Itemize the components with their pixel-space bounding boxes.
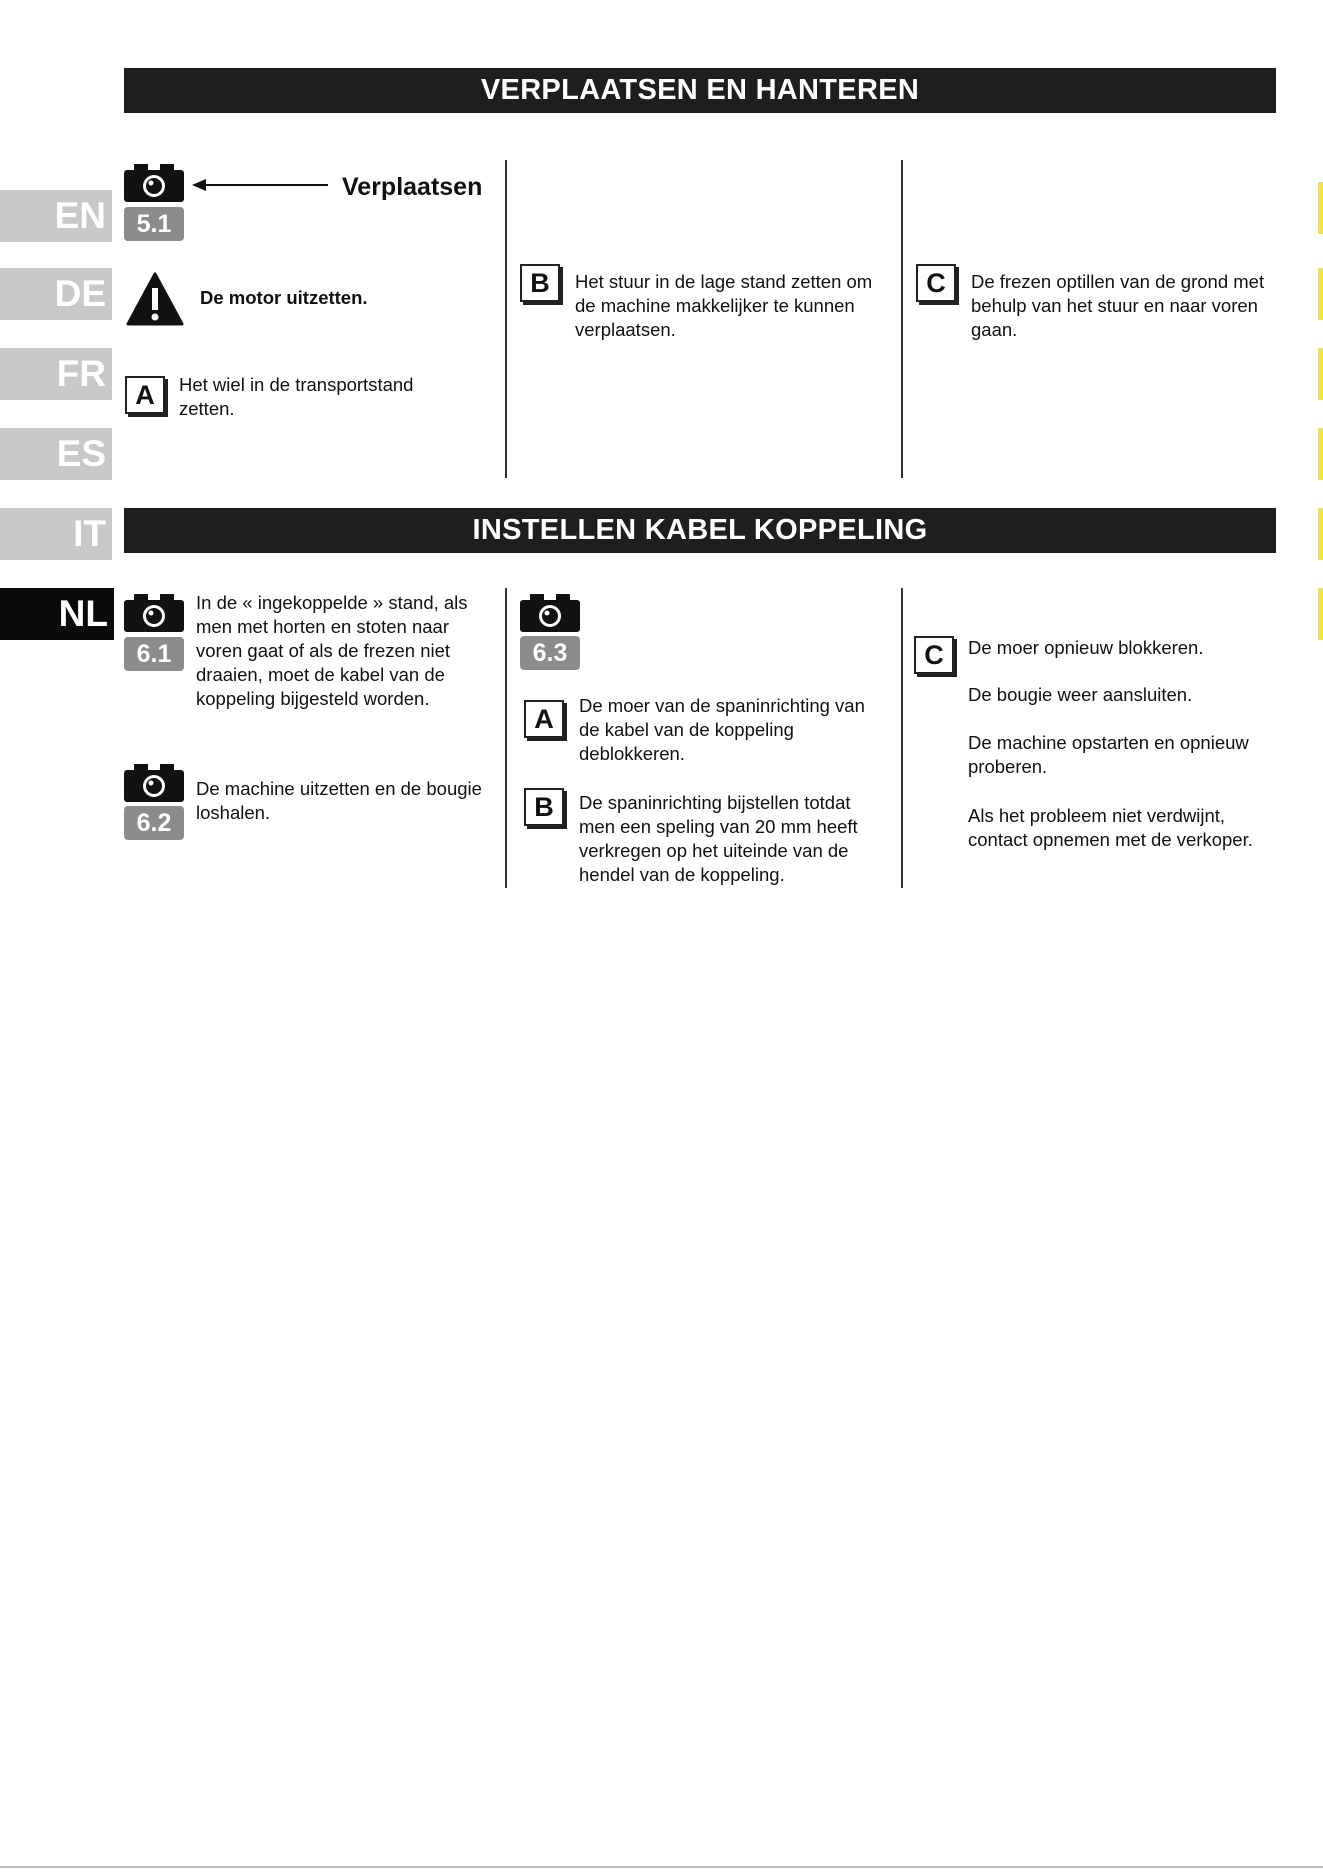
step-a-text: Het wiel in de transportstand zetten. [179, 374, 414, 419]
step-b-text: De spaninrichting bijstellen totdat men een speling van 20 mm heeft verkregen op het uiteinde van de hendel van de koppeling. [579, 792, 858, 885]
section-header-kabel-koppeling: INSTELLEN KABEL KOPPELING [124, 508, 1276, 553]
photo-ref-badge: 5.1 [124, 207, 184, 241]
camera-icon [520, 594, 580, 632]
step-label-c: C [916, 264, 956, 302]
step-label-a: A [524, 700, 564, 738]
edge-mark [1318, 182, 1323, 234]
lang-tab-nl[interactable]: NL [0, 588, 114, 640]
edge-mark [1318, 348, 1323, 400]
step-c-text-1: De moer opnieuw blokkeren. [968, 637, 1204, 658]
step-label-b: B [524, 788, 564, 826]
arrow-left-icon [192, 177, 330, 193]
arrow-label: Verplaatsen [342, 173, 483, 201]
photo-ref-badge: 6.3 [520, 636, 580, 670]
column-divider [901, 588, 903, 888]
step-a-text: De moer van de spaninrichting van de kabel van de koppeling deblokkeren. [579, 695, 865, 764]
warning-icon [126, 272, 184, 326]
column-divider [901, 160, 903, 478]
edge-mark [1318, 268, 1323, 320]
photo-ref-badge: 6.1 [124, 637, 184, 671]
text-6-2: De machine uitzetten en de bougie loshalen. [196, 778, 482, 823]
edge-mark [1318, 508, 1323, 560]
step-c-text-2: De bougie weer aansluiten. [968, 684, 1193, 705]
lang-tab-de[interactable]: DE [0, 268, 112, 320]
section-header-verplaatsen: VERPLAATSEN EN HANTEREN [124, 68, 1276, 113]
camera-icon [124, 164, 184, 202]
camera-icon [124, 594, 184, 632]
bottom-rule [0, 1866, 1323, 1868]
column-divider [505, 160, 507, 478]
step-b-text: Het stuur in de lage stand zetten om de machine makkelijker te kunnen verplaatsen. [575, 271, 873, 340]
column-divider [505, 588, 507, 888]
step-c-text-3: De machine opstarten en opnieuw proberen. [968, 732, 1249, 777]
step-label-b: B [520, 264, 560, 302]
text-6-1: In de « ingekoppelde » stand, als men met horten en stoten naar voren gaat of als de frezen niet draaien, moet de kabel van de koppeling bijgesteld worden. [196, 592, 468, 709]
edge-mark [1318, 428, 1323, 480]
edge-mark [1318, 588, 1323, 640]
lang-tab-it[interactable]: IT [0, 508, 112, 560]
step-c-text: De frezen optillen van de grond met behulp van het stuur en naar voren gaan. [971, 271, 1265, 340]
step-label-a: A [125, 376, 165, 414]
step-c-text-4: Als het probleem niet verdwijnt, contact opnemen met de verkoper. [968, 805, 1253, 850]
warning-text: De motor uitzetten. [200, 287, 368, 308]
camera-icon [124, 764, 184, 802]
lang-tab-en[interactable]: EN [0, 190, 112, 242]
step-label-c: C [914, 636, 954, 674]
photo-ref-badge: 6.2 [124, 806, 184, 840]
lang-tab-es[interactable]: ES [0, 428, 112, 480]
lang-tab-fr[interactable]: FR [0, 348, 112, 400]
